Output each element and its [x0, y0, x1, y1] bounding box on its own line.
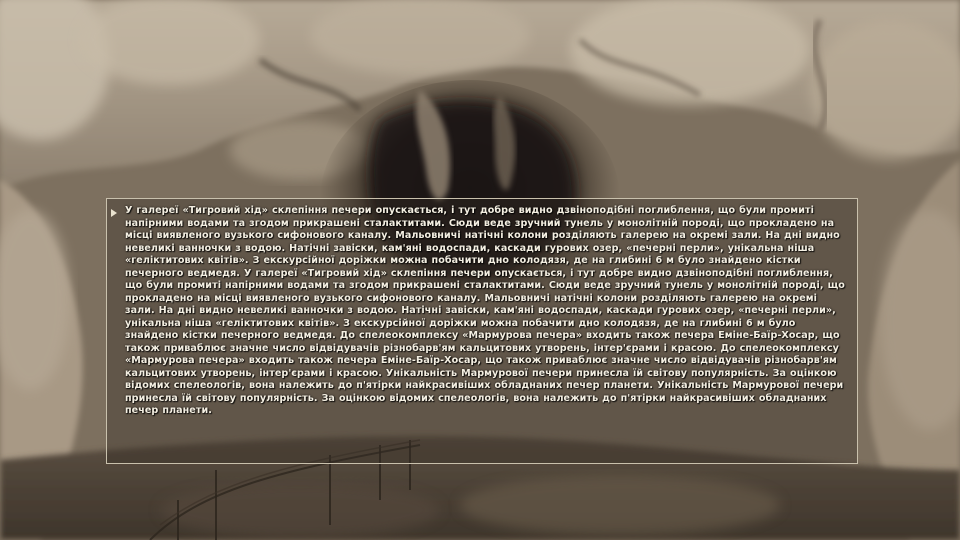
cave-description-paragraph: У галереї «Тигровий хід» склепіння печери опускається, і тут добре видно дзвіноподібні поглиблення, що були промиті напірними водами та згодом прикрашені сталактитами. Сюди веде зручний тунель у монолітній породі, що прокладено на місці виявленого вузького сифонового каналу. Мальовничі натічні колони розділяють галерею на окремі зали. На дні видно невеликі ванночки з водою. Натічні завіски, кам'яні водоспади, каскади гурових озер, «печерні перли», унікальна ніша «геліктитових квітів». З екскурсійної доріжки можна побачити дно колодязя, де на глибині 6 м було знайдено кістки печерного ведмедя. У галереї «Тигровий хід» склепіння печери опускається, і тут добре видно дзвіноподібні поглиблення, що були промиті напірними водами та згодом прикрашені сталактитами. Сюди веде зручний тунель у монолітній породі, що прокладено на місці виявленого вузького сифонового каналу. Мальовничі натічні колони розділяють галерею на окремі зали. На дні видно невеликі ванночки з водою. Натічні завіски, кам'яні водоспади, каскади гурових озер, «печерні перли», унікальна ніша «геліктитових квітів». З екскурсійної доріжки можна побачити дно колодязя, де на глибині 6 м було знайдено кістки печерного ведмедя. До спелеокомплексу «Мармурова печера» входить також печера Еміне-Баїр-Хосар, що також приваблює значне число відвідувачів різнобарв'ям кальцитових утворень, інтер'єрами і красою. До спелеокомплексу «Мармурова печера» входить також печера Еміне-Баїр-Хосар, що також приваблює значне число відвідувачів різнобарв'ям кальцитових утворень, інтер'єрами і красою. Унікальність Мармурової печери принесла їй світову популярність. За оцінкою відомих спелеологів, вона належить до п'ятірки найкрасивіших обладнаних печер планети. Унікальність Мармурової печери принесла їй світову популярність. За оцінкою відомих спелеологів, вона належить до п'ятірки найкрасивіших обладнаних печер планети.: [125, 205, 845, 416]
triangle-bullet-icon: [111, 209, 117, 217]
text-panel: [106, 198, 858, 464]
